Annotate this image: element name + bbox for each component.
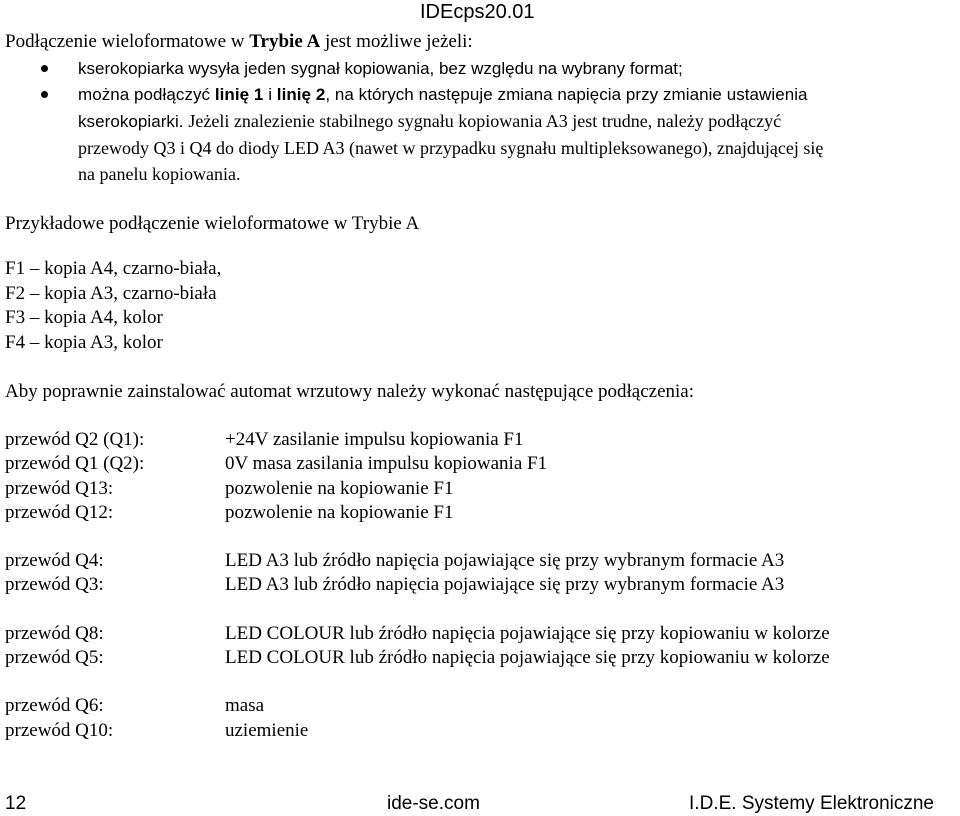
list-item: [0, 56, 958, 82]
company-name: I.D.E. Systemy Elektroniczne: [689, 793, 934, 814]
list-item-text: , na których następuje zmiana napięcia przy zmianie ustawienia: [325, 85, 808, 104]
group-spacer: [5, 670, 955, 694]
section-title: Przykładowe podłączenie wieloformatowe w Trybie A: [5, 213, 420, 234]
wire-description: LED COLOUR lub źródło napięcia pojawiające się przy kopiowaniu w kolorze: [225, 647, 830, 669]
format-item: F4 – kopia A3, kolor: [5, 331, 163, 353]
list-item: [0, 82, 958, 187]
intro-text-after: jest możliwe jeżeli:: [320, 31, 473, 52]
page-footer: [5, 792, 940, 816]
list-item-text: kserokopiarki.: [78, 112, 189, 131]
list-item-text: i: [263, 85, 277, 104]
wire-description: LED A3 lub źródło napięcia pojawiające się przy wybranym formacie A3: [225, 574, 785, 596]
list-item-bold: linię 1: [214, 85, 264, 104]
wire-description: +24V zasilanie impulsu kopiowania F1: [225, 429, 524, 450]
list-item-line: [78, 82, 958, 108]
document-id: IDEcps20.01: [420, 1, 535, 23]
table-row: [5, 646, 955, 670]
wire-label: przewód Q13:: [5, 477, 114, 499]
list-item-text: kserokopiarka wysyła jeden sygnał kopiowania, bez względu na wybrany format;: [78, 59, 683, 78]
wire-label: przewód Q3:: [5, 574, 104, 596]
intro-text-before: Podłączenie wieloformatowe w: [5, 31, 250, 52]
table-row: [5, 622, 955, 646]
list-item-line: przewody Q3 i Q4 do diody LED A3 (nawet w przypadku sygnału multipleksowanego), znajdującej się: [78, 138, 824, 158]
format-item: F3 – kopia A4, kolor: [5, 307, 163, 328]
wire-label: przewód Q6:: [5, 695, 104, 717]
group-spacer: [5, 525, 955, 549]
bullet-dot-icon: [41, 65, 48, 72]
list-item-bold: linię 2: [276, 85, 326, 104]
wire-description: uziemienie: [225, 719, 309, 741]
wire-label: przewód Q10:: [5, 719, 114, 741]
table-row: [5, 501, 955, 525]
bullet-dot-icon: [41, 91, 48, 98]
table-row: [5, 549, 955, 573]
table-row: [5, 573, 955, 597]
wire-description: masa: [225, 695, 265, 717]
install-instructions: Aby poprawnie zainstalować automat wrzutowy należy wykonać następujące podłączenia:: [5, 381, 695, 402]
wire-label: przewód Q1 (Q2):: [5, 453, 145, 475]
wire-description: pozwolenie na kopiowanie F1: [225, 477, 454, 499]
list-item-line: [78, 108, 958, 135]
page-number: 12: [5, 793, 27, 814]
table-row: [5, 719, 955, 743]
conditions-list: [0, 56, 960, 187]
format-item: F1 – kopia A4, czarno-biała,: [5, 258, 222, 279]
format-item: F2 – kopia A3, czarno-biała: [5, 282, 217, 304]
intro-text: [5, 30, 473, 54]
group-spacer: [5, 598, 955, 622]
table-row: [5, 477, 955, 501]
wire-label: przewód Q8:: [5, 622, 104, 644]
table-row: [5, 452, 955, 476]
wire-label: przewód Q12:: [5, 501, 114, 523]
wire-label: przewód Q2 (Q1):: [5, 429, 145, 450]
wire-description: pozwolenie na kopiowanie F1: [225, 501, 454, 523]
table-row: [5, 694, 955, 718]
wire-description: 0V masa zasilania impulsu kopiowania F1: [225, 453, 548, 475]
list-item-text: Jeżeli znalezienie stabilnego sygnału kopiowania A3 jest trudne, należy podłączyć: [188, 111, 782, 131]
connections-table: [5, 428, 955, 743]
list-item-line: na panelu kopiowania.: [78, 164, 241, 184]
formats-list: [5, 257, 221, 355]
wire-description: LED COLOUR lub źródło napięcia pojawiające się przy kopiowaniu w kolorze: [225, 622, 830, 644]
wire-label: przewód Q5:: [5, 647, 104, 669]
table-row: [5, 428, 955, 452]
list-item-text: można podłączyć: [78, 85, 215, 104]
intro-text-bold: Trybie A: [249, 31, 321, 52]
wire-description: LED A3 lub źródło napięcia pojawiające się przy wybranym formacie A3: [225, 550, 785, 572]
website-text: ide-se.com: [387, 793, 480, 814]
wire-label: przewód Q4:: [5, 550, 104, 572]
